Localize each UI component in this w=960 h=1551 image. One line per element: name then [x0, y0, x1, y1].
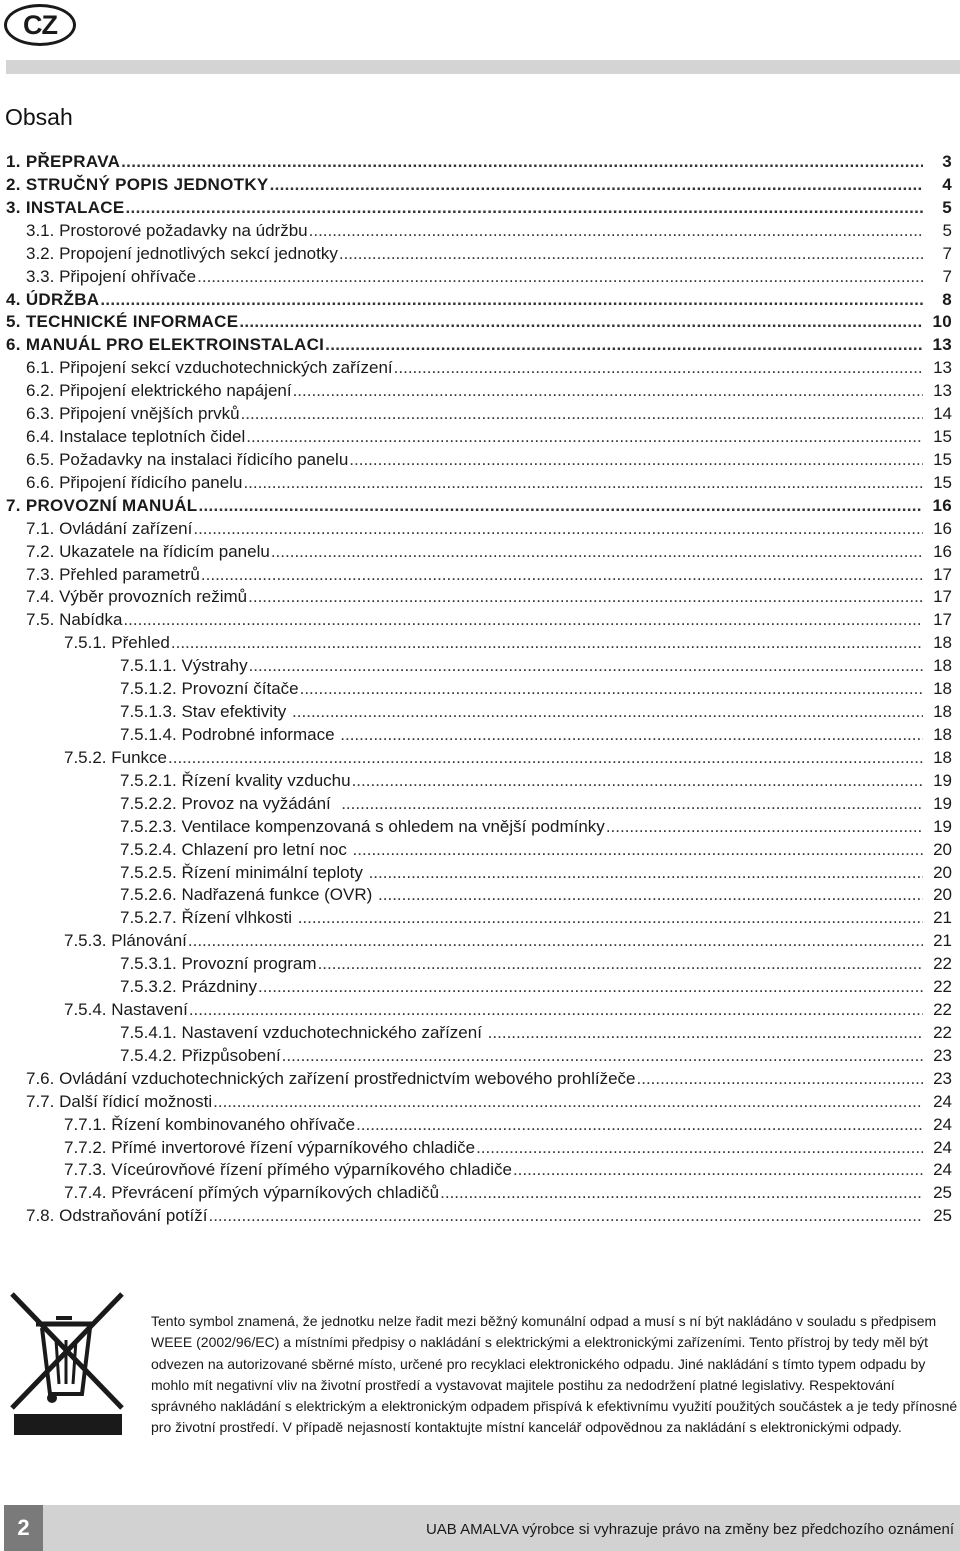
toc-leader-dots: [123, 608, 923, 631]
toc-entry-number: 7.2.: [26, 541, 60, 561]
toc-entry-page: 14: [933, 404, 952, 424]
toc-entry-number: 7.5.2.1.: [120, 770, 182, 790]
toc-entry-title: TECHNICKÉ INFORMACE: [25, 312, 239, 332]
toc-leader-dots: [239, 310, 923, 333]
toc-entry-number: 3.1.: [26, 220, 60, 240]
toc-entry-title: Prostorové požadavky na údržbu: [59, 220, 308, 240]
toc-entry-page: 16: [933, 518, 952, 538]
toc-entry-page: 5: [942, 197, 952, 217]
toc-leader-dots: [258, 975, 923, 998]
toc-entry[interactable]: [0, 608, 960, 631]
language-code: CZ: [23, 9, 57, 40]
toc-entry[interactable]: [0, 265, 960, 288]
toc-entry-number: 7.5.1.1.: [120, 656, 182, 676]
page-number: [4, 1505, 43, 1551]
toc-entry-title: PROVOZNÍ MANUÁL: [25, 495, 198, 515]
toc-entry-number: 7.5.3.2.: [120, 977, 182, 997]
toc-entry-page: 25: [933, 1183, 952, 1203]
toc-entry-title: Řízení kvality vzduchu: [181, 770, 351, 790]
toc-entry-number: 3.3.: [26, 266, 60, 286]
toc-entry[interactable]: [0, 1067, 960, 1090]
toc-leader-dots: [188, 929, 923, 952]
toc-entry-title: PŘEPRAVA: [25, 152, 121, 171]
toc-entry-title: Řízení minimální teploty: [181, 862, 368, 882]
toc-entry[interactable]: [0, 1021, 960, 1044]
toc-entry-page: 21: [933, 931, 952, 951]
toc-entry-page: 19: [933, 770, 952, 790]
toc-entry-number: 7.5.1.3.: [120, 702, 182, 722]
toc-entry-number: 7.7.1.: [64, 1114, 112, 1134]
toc-leader-dots: [171, 631, 923, 654]
toc-entry-page: 18: [933, 656, 952, 676]
toc-entry-page: 16: [932, 495, 952, 515]
toc-leader-dots: [213, 1090, 923, 1113]
toc-entry-page: 18: [933, 633, 952, 653]
toc-entry-page: 7: [942, 266, 952, 286]
toc-entry-number: 7.5.4.2.: [120, 1045, 182, 1065]
toc-entry-title: Výběr provozních režimů: [59, 587, 248, 607]
weee-notice: Tento symbol znamená, že jednotku nelze řadit mezi běžný komunální odpad a musí s ní být nakládáno v souladu s předpisem WEEE (2002/96/EC) a místními předpisy o nakládání s elektrickými a elektronickými zařízeními. Tento přístroj by tedy měl být odvezen na autorizované sběrné místo, určené pro recyklaci elektronického odpadu. Jiné nakládání s tímto typem odpadu by mohlo mít negativní vliv na životní prostředí a vystavovat majitele postihu za nedodržení platné legislativy. Respektování správného nakládání s elektrickým a elektronickým odpadem přispívá k efektivnímu využití použitých součástek a je tedy přínosné pro životní prostředí. V případě nejasností kontaktujte místní kancelář odpovědnou za nakládání s elektronickými odpady.: [151, 1313, 958, 1436]
toc-entry-title: INSTALACE: [25, 197, 125, 217]
toc-entry-page: 15: [933, 472, 952, 492]
toc-entry-title: Ukazatele na řídicím panelu: [59, 541, 270, 561]
toc-entry-title: MANUÁL PRO ELEKTROINSTALACI: [25, 335, 325, 355]
language-badge: [4, 4, 76, 46]
toc-leader-dots: [282, 1044, 923, 1067]
toc-entry[interactable]: [0, 563, 960, 586]
toc-leader-dots: [341, 792, 923, 815]
toc-leader-dots: [243, 471, 923, 494]
toc-entry[interactable]: [0, 1158, 960, 1181]
toc-entry[interactable]: [0, 769, 960, 792]
toc-entry-title: Přehled parametrů: [59, 564, 200, 584]
toc-entry-number: 5.: [6, 312, 26, 332]
toc-entry-page: 5: [942, 220, 952, 240]
toc-entry-page: 24: [933, 1114, 952, 1134]
toc-entry[interactable]: [0, 494, 960, 517]
toc-leader-dots: [248, 585, 923, 608]
toc-entry[interactable]: [0, 425, 960, 448]
page-number-label: 2: [17, 1515, 30, 1540]
toc-entry-page: 25: [933, 1206, 952, 1226]
toc-entry-title: Připojení ohřívače: [59, 266, 197, 286]
toc-leader-dots: [440, 1181, 923, 1204]
toc-entry-title: Odstraňování potíží: [59, 1206, 208, 1226]
toc-entry-title: Připojení sekcí vzduchotechnických zařízení: [59, 358, 393, 378]
toc-entry-page: 18: [933, 725, 952, 744]
toc-entry-title: Provozní čítače: [181, 679, 299, 699]
toc-entry-number: 6.5.: [26, 449, 60, 469]
toc-entry-title: Připojení řídicího panelu: [59, 472, 243, 492]
toc-leader-dots: [394, 356, 923, 379]
toc-leader-dots: [298, 906, 923, 929]
toc-entry-number: 7.7.4.: [64, 1183, 112, 1203]
toc-entry-page: 13: [933, 381, 952, 401]
toc-entry-number: 7.7.: [26, 1091, 60, 1111]
toc-entry-page: 20: [933, 885, 952, 905]
toc-entry-page: 23: [933, 1068, 952, 1088]
toc-entry-number: 6.4.: [26, 427, 60, 447]
toc-leader-dots: [300, 677, 923, 700]
toc-entry-title: Propojení jednotlivých sekcí jednotky: [59, 243, 338, 263]
toc-entry[interactable]: [0, 379, 960, 402]
toc-entry-number: 6.1.: [26, 358, 60, 378]
toc-leader-dots: [208, 1204, 923, 1227]
toc-leader-dots: [201, 563, 923, 586]
toc-entry-number: 6.6.: [26, 472, 60, 492]
toc-entry-number: 3.: [6, 197, 26, 217]
toc-entry[interactable]: [0, 471, 960, 494]
toc-entry[interactable]: [0, 631, 960, 654]
toc-leader-dots: [197, 265, 923, 288]
toc-entry-page: 18: [933, 747, 952, 767]
toc-entry-title: Nabídka: [59, 610, 123, 630]
toc-entry[interactable]: [0, 540, 960, 563]
toc-entry-number: 7.4.: [26, 587, 60, 607]
toc-entry-number: 7.5.1.: [64, 633, 112, 653]
toc-entry-number: 7.5.2.7.: [120, 908, 182, 928]
toc-entry-title: Nastavení: [111, 1000, 188, 1020]
toc-entry-title: STRUČNÝ POPIS JEDNOTKY: [25, 174, 269, 194]
toc-leader-dots: [168, 746, 923, 769]
toc-entry[interactable]: [0, 1113, 960, 1136]
toc-entry-page: 18: [933, 702, 952, 722]
toc-entry[interactable]: [0, 952, 960, 975]
toc-entry-page: 24: [933, 1091, 952, 1111]
toc-entry-title: Přizpůsobení: [181, 1045, 281, 1065]
toc-leader-dots: [488, 1021, 923, 1044]
toc-leader-dots: [198, 494, 923, 517]
toc-entry[interactable]: [0, 1090, 960, 1113]
toc-entry-number: 7.5.2.3.: [120, 816, 182, 836]
toc-entry-title: Nastavení vzduchotechnického zařízení: [181, 1022, 487, 1042]
toc-entry-title: Ovládání vzduchotechnických zařízení prostřednictvím webového prohlížeče: [59, 1068, 636, 1088]
toc-entry-page: 19: [933, 816, 952, 836]
toc-leader-dots: [271, 540, 923, 563]
toc-entry-title: Plánování: [111, 931, 187, 951]
toc-entry-title: Provozní program: [181, 954, 317, 974]
toc-entry[interactable]: [0, 173, 960, 196]
toc-entry[interactable]: [0, 517, 960, 540]
toc-entry-title: Prázdniny: [181, 977, 258, 997]
toc-entry[interactable]: [0, 723, 960, 746]
toc-entry[interactable]: [0, 654, 960, 677]
toc-entry[interactable]: [0, 150, 960, 173]
toc-entry-title: Chlazení pro letní noc: [181, 839, 352, 859]
toc-entry-page: 20: [933, 839, 952, 859]
toc-entry[interactable]: [0, 1136, 960, 1159]
toc-entry-title: Funkce: [111, 747, 168, 767]
toc-entry-page: 22: [933, 977, 952, 997]
toc-entry[interactable]: [0, 196, 960, 219]
toc-entry-title: Ovládání zařízení: [59, 518, 193, 538]
toc-entry[interactable]: [0, 333, 960, 356]
toc-leader-dots: [126, 196, 923, 219]
toc-leader-dots: [189, 998, 923, 1021]
toc-entry-page: 21: [933, 908, 952, 928]
toc-entry[interactable]: [0, 1204, 960, 1227]
toc-entry-page: 10: [932, 312, 952, 332]
toc-entry-page: 15: [933, 449, 952, 469]
toc-entry-number: 7.7.3.: [64, 1160, 112, 1180]
toc-entry-number: 7.7.2.: [64, 1137, 112, 1157]
toc-leader-dots: [637, 1067, 924, 1090]
toc-entry-title: Další řídicí možnosti: [59, 1091, 213, 1111]
toc-entry-number: 6.: [6, 335, 26, 355]
toc-entry-number: 7.5.2.2.: [120, 793, 182, 813]
footer-note: UAB AMALVA výrobce si vyhrazuje právo na změny bez předchozího oznámení: [425, 1521, 954, 1538]
toc-leader-dots: [356, 1113, 923, 1136]
toc-entry[interactable]: [0, 700, 960, 723]
toc-entry-number: 7.5.2.: [64, 747, 112, 767]
toc-entry-title: Ventilace kompenzovaná s ohledem na vnější podmínky: [181, 816, 605, 836]
toc-entry[interactable]: [0, 1044, 960, 1067]
toc-entry-title: Řízení vlhkosti: [181, 908, 297, 928]
toc-entry-page: 13: [933, 358, 952, 378]
toc-entry[interactable]: [0, 677, 960, 700]
toc-entry-title: Připojení vnějších prvků: [59, 404, 240, 424]
toc-entry-title: Provoz na vyžádání: [181, 793, 341, 813]
toc-entry-title: Stav efektivity: [181, 702, 292, 722]
toc-entry[interactable]: [0, 998, 960, 1021]
toc-entry-page: 15: [933, 427, 952, 447]
toc-entry-page: 22: [933, 954, 952, 974]
toc-entry-page: 24: [933, 1137, 952, 1157]
toc-entry-number: 3.2.: [26, 243, 60, 263]
toc-entry-number: 7.5.2.5.: [120, 862, 182, 882]
toc-entry-title: Podrobné informace: [181, 725, 340, 744]
toc-entry-number: 4.: [6, 289, 26, 309]
toc-leader-dots: [309, 219, 923, 242]
toc-entry-page: 17: [933, 587, 952, 607]
toc-entry-number: 7.5.: [26, 610, 60, 630]
toc-leader-dots: [476, 1136, 923, 1159]
toc-entry-title: Požadavky na instalaci řídicího panelu: [59, 449, 349, 469]
toc-entry-page: 4: [942, 174, 952, 194]
toc-leader-dots: [353, 838, 923, 861]
toc-entry[interactable]: [0, 585, 960, 608]
toc-entry-title: Výstrahy: [181, 656, 248, 676]
toc-entry-title: Přímé invertorové řízení výparníkového chladiče: [111, 1137, 476, 1157]
toc-entry-number: 7.8.: [26, 1206, 60, 1226]
toc-leader-dots: [121, 150, 923, 173]
crossed-out-wheelie-bin-icon: [6, 1290, 126, 1435]
toc-leader-dots: [352, 769, 923, 792]
toc-leader-dots: [513, 1158, 923, 1181]
toc-leader-dots: [293, 379, 923, 402]
toc-leader-dots: [241, 402, 923, 425]
toc-leader-dots: [246, 425, 923, 448]
toc-entry[interactable]: [0, 219, 960, 242]
toc-entry-number: 7.5.2.6.: [120, 885, 182, 905]
toc-entry[interactable]: [0, 906, 960, 929]
toc-entry-page: 24: [933, 1160, 952, 1180]
toc-entry-page: 22: [933, 1022, 952, 1042]
toc-entry[interactable]: [0, 883, 960, 906]
toc-entry-number: 1.: [6, 152, 26, 171]
toc-entry[interactable]: [0, 815, 960, 838]
toc-entry-number: 6.2.: [26, 381, 60, 401]
toc-entry-page: 19: [933, 793, 952, 813]
page-title: Obsah: [5, 104, 73, 130]
toc-leader-dots: [349, 448, 923, 471]
toc-entry[interactable]: [0, 746, 960, 769]
toc-entry-page: 22: [933, 1000, 952, 1020]
toc-entry-title: Řízení kombinovaného ohřívače: [111, 1114, 356, 1134]
toc-entry-title: Nadřazená funkce (OVR): [181, 885, 378, 905]
toc-entry[interactable]: [0, 242, 960, 265]
toc-leader-dots: [249, 654, 923, 677]
toc-entry-number: 7.3.: [26, 564, 60, 584]
toc-leader-dots: [193, 517, 923, 540]
toc-entry-number: 6.3.: [26, 404, 60, 424]
toc-entry-title: Připojení elektrického napájení: [59, 381, 292, 401]
toc-leader-dots: [318, 952, 923, 975]
toc-entry-number: 7.5.1.4.: [120, 725, 182, 744]
toc-entry-title: Přehled: [111, 633, 170, 653]
toc-entry[interactable]: [0, 402, 960, 425]
toc-leader-dots: [369, 861, 923, 884]
toc-entry-page: 13: [932, 335, 952, 355]
toc-entry-page: 20: [933, 862, 952, 882]
toc-entry[interactable]: [0, 792, 960, 815]
toc-leader-dots: [270, 173, 923, 196]
toc-entry[interactable]: [0, 288, 960, 311]
toc-entry-page: 18: [933, 679, 952, 699]
toc-entry-page: 16: [933, 541, 952, 561]
toc-entry-title: Převrácení přímých výparníkových chladičů: [111, 1183, 440, 1203]
toc-entry[interactable]: [0, 975, 960, 998]
toc-entry-number: 7.5.2.4.: [120, 839, 182, 859]
toc-entry-number: 7.6.: [26, 1068, 60, 1088]
toc-entry-title: ÚDRŽBA: [25, 289, 100, 309]
toc-entry-page: 8: [942, 289, 952, 309]
toc-entry-page: 23: [933, 1045, 952, 1065]
toc-entry-number: 7.5.4.1.: [120, 1022, 182, 1042]
toc-leader-dots: [292, 700, 923, 723]
header-bar: [6, 60, 960, 74]
toc-entry-page: 3: [942, 152, 952, 171]
toc-entry-number: 7.1.: [26, 518, 60, 538]
toc-leader-dots: [339, 242, 923, 265]
toc-entry[interactable]: [0, 838, 960, 861]
toc-leader-dots: [325, 333, 923, 356]
toc-leader-dots: [340, 723, 923, 746]
toc-entry-page: 7: [942, 243, 952, 263]
toc-entry[interactable]: [0, 356, 960, 379]
toc-entry[interactable]: [0, 310, 960, 333]
toc-entry-page: 17: [933, 610, 952, 630]
toc-entry-number: 7.: [6, 495, 26, 515]
toc-leader-dots: [100, 288, 923, 311]
toc-entry-page: 17: [933, 564, 952, 584]
toc-entry-title: Víceúrovňové řízení přímého výparníkového chladiče: [111, 1160, 512, 1180]
toc-entry-number: 7.5.3.: [64, 931, 112, 951]
toc-entry-number: 7.5.1.2.: [120, 679, 182, 699]
toc-leader-dots: [606, 815, 923, 838]
toc-entry-number: 2.: [6, 174, 26, 194]
toc-entry-title: Instalace teplotních čidel: [59, 427, 246, 447]
toc-entry[interactable]: [0, 929, 960, 952]
toc-entry[interactable]: [0, 1181, 960, 1204]
toc-entry[interactable]: [0, 861, 960, 884]
toc-leader-dots: [378, 883, 923, 906]
toc-entry-number: 7.5.4.: [64, 1000, 112, 1020]
toc-entry-number: 7.5.3.1.: [120, 954, 182, 974]
toc-entry[interactable]: [0, 448, 960, 471]
